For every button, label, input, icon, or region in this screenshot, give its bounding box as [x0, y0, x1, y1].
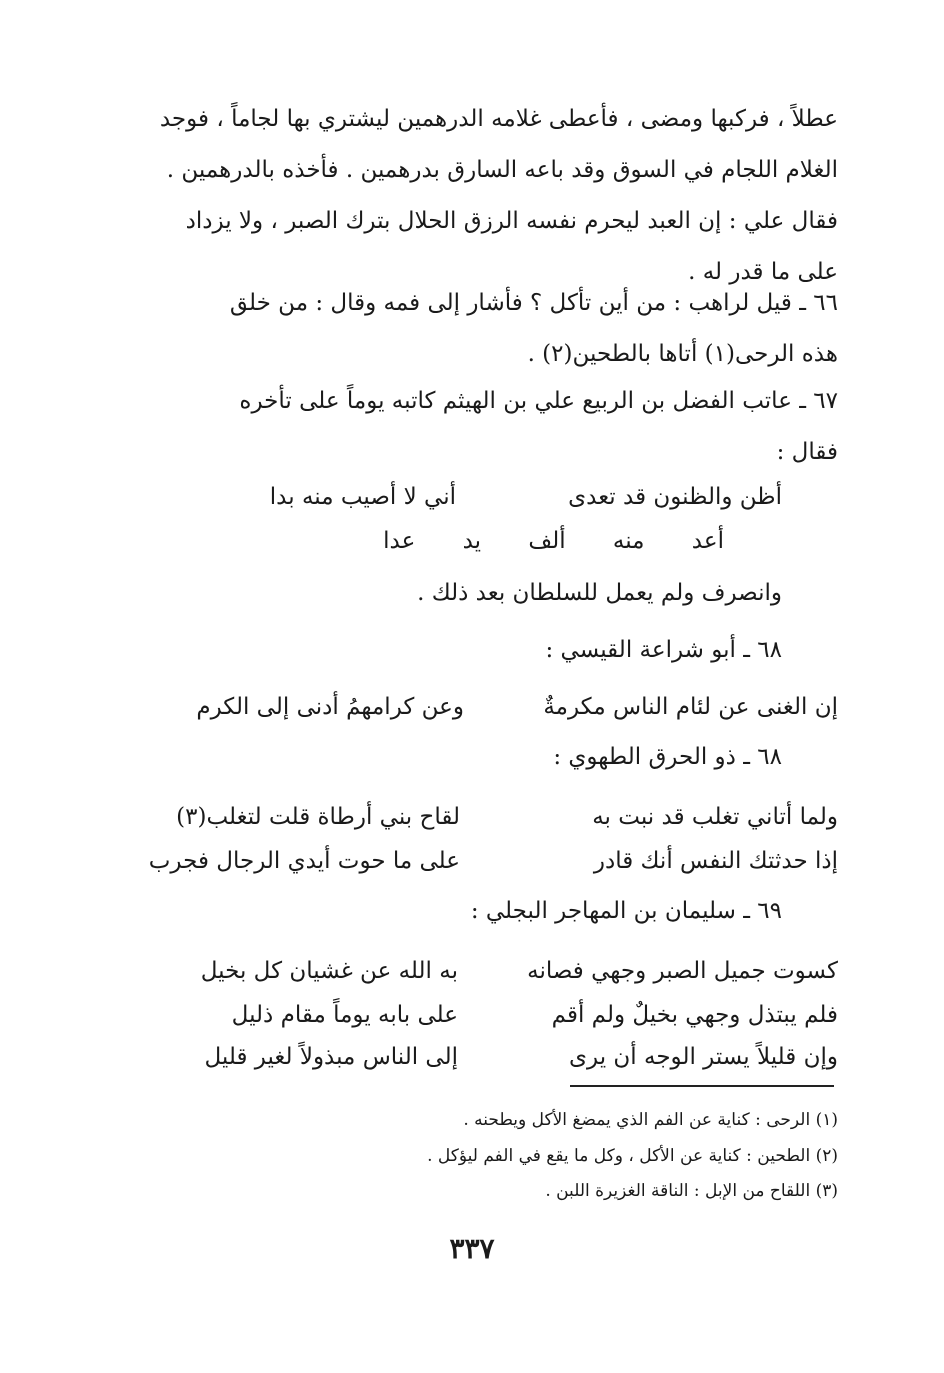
- text-line: فقال :: [776, 439, 838, 465]
- paragraph-continuation: [138, 94, 838, 298]
- text-line: ٦٦ ـ قيل لراهب : من أين تأكل ؟ فأشار إلى فمه وقال : من خلق: [229, 290, 838, 316]
- verse-hemistich: إذا حدثتك النفس أنك قادر: [593, 848, 838, 874]
- paragraph-66: [138, 278, 838, 380]
- paragraph-67: [138, 376, 838, 478]
- verse-hemistich: فلم يبتذل وجهي بخيلٌ ولم أقم: [551, 1002, 838, 1028]
- verse-hemistich: وإن قليلاً يستر الوجه أن يرى: [569, 1044, 838, 1070]
- text-line: ٦٧ ـ عاتب الفضل بن الربيع علي بن الهيثم كاتبه يوماً على تأخره: [239, 388, 838, 414]
- verse-hemistich: على ما حوت أيدي الرجال فجرب: [148, 848, 460, 874]
- section-heading: ٦٨ ـ أبو شراعة القيسي :: [545, 637, 782, 663]
- footnote: (١) الرحى : كناية عن الفم الذي يمضغ الأكل ويطحنه .: [463, 1110, 838, 1130]
- verse-hemistich: إن الغنى عن لئام الناس مكرمةٌ: [543, 694, 838, 720]
- page-number: ٣٣٧: [449, 1232, 495, 1265]
- verse-hemistich: وعن كرامهمُ أدنى إلى الكرم: [196, 694, 464, 720]
- text-line: على ما قدر له .: [688, 259, 838, 285]
- verse-hemistich: ولما أتاني تغلب قد نبت به: [592, 804, 838, 830]
- verse-hemistich: على بابه يوماً مقام ذليل: [231, 1002, 458, 1028]
- text-line: فقال علي : إن العبد ليحرم نفسه الرزق الحلال بترك الصبر ، ولا يزداد: [185, 208, 838, 234]
- section-heading: ٦٩ ـ سليمان بن المهاجر البجلي :: [470, 898, 782, 924]
- verse-hemistich: إلى الناس مبذولاً لغير قليل: [204, 1044, 458, 1070]
- verse-hemistich: أعد منه ألف يد عدا: [383, 528, 724, 554]
- verse-hemistich: أظن والظنون قد تعدى: [568, 484, 782, 510]
- text-line: هذه الرحى(١) أتاها بالطحين(٢) .: [527, 341, 838, 367]
- text-line: عطلاً ، فركبها ومضى ، فأعطى غلامه الدرهمين ليشتري بها لجاماً ، فوجد: [159, 106, 838, 132]
- footnote: (٢) الطحين : كناية عن الأكل ، وكل ما يقع في الفم ليؤكل .: [427, 1146, 838, 1166]
- section-heading: ٦٨ ـ ذو الحرق الطهوي :: [553, 744, 782, 770]
- verse-hemistich: لقاح بني أرطاة قلت لتغلب(٣): [176, 804, 460, 830]
- footnote: (٣) اللقاح من الإبل : الناقة الغزيرة اللبن .: [545, 1181, 838, 1201]
- verse-hemistich: كسوت جميل الصبر وجهي فصانه: [527, 958, 838, 984]
- verse-hemistich: أني لا أصيب منه بدا: [269, 484, 456, 510]
- footnote-divider: [570, 1085, 834, 1087]
- text-line: وانصرف ولم يعمل للسلطان بعد ذلك .: [417, 580, 782, 606]
- text-line: الغلام اللجام في السوق وقد باعه السارق بدرهمين . فأخذه بالدرهمين .: [166, 157, 838, 183]
- verse-hemistich: به الله عن غشيان كل بخيل: [200, 958, 458, 984]
